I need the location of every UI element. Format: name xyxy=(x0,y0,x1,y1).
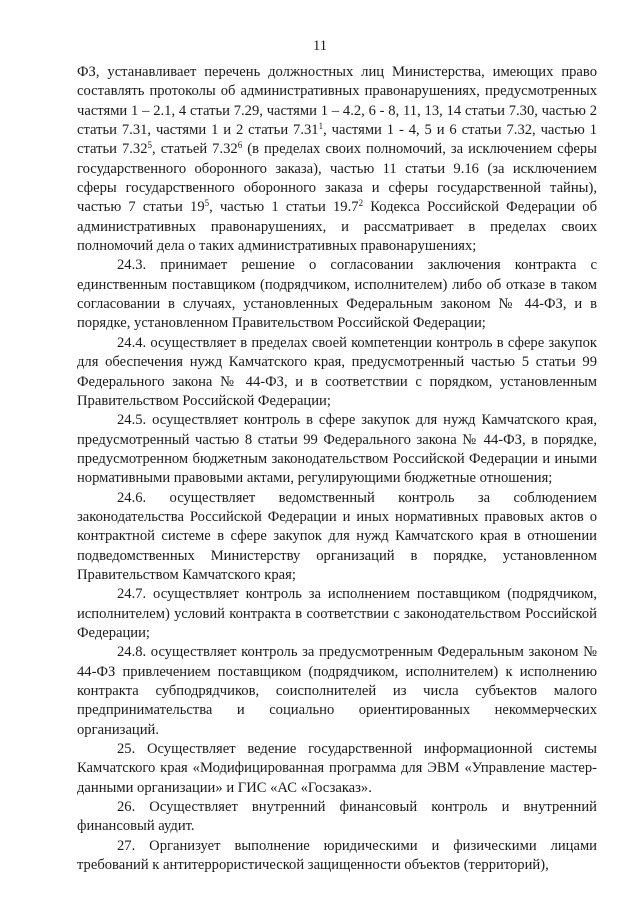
text-run: , частью 1 статьи 19.7 xyxy=(209,199,359,216)
superscript: 5 xyxy=(147,140,153,151)
superscript: 1 xyxy=(318,121,324,132)
text-run: 24.5. осуществляет контроль в сфере закупок для нужд Камчатского края, предусмотренный частью 8 статьи 99 Федерального закона № 44-ФЗ, в порядке, предусмотренном бюджетным законодательством Российской Федерации и иными нормативными правовыми актами, регулирующими бюджетные отношения; xyxy=(77,412,597,487)
page-number: 11 xyxy=(313,38,327,54)
superscript: 5 xyxy=(204,198,210,209)
text-run: 26. Осуществляет внутренний финансовый контроль и внутренний финансовый аудит. xyxy=(77,799,597,835)
paragraph-24-3 xyxy=(77,256,597,333)
paragraph-24-8 xyxy=(77,643,597,740)
text-run: 27. Организует выполнение юридическими и физическими лицами требований к антитеррористической защищенности объектов (территорий), xyxy=(77,837,597,874)
text-run: (в пределах своих полномочий, за исключением сферы государственного оборонного заказа), частью 11 статьи 9.16 (за исключением сферы государственного оборонного заказа и сферы государственной тайны), частью 7 статьи 19 xyxy=(77,141,597,216)
document-body xyxy=(77,63,597,875)
superscript: 6 xyxy=(237,140,243,151)
paragraph-27 xyxy=(77,837,597,876)
paragraph-24-4 xyxy=(77,334,597,411)
text-run: 24.3. принимает решение о согласовании заключения контракта с единственным поставщиком (подрядчиком, исполнителем) либо об отказе в таком согласовании в случаях, установленных Федеральным законом № 44-ФЗ, и в порядке, установленном Правительством Российской Федерации; xyxy=(77,257,597,332)
paragraph-24-7 xyxy=(77,585,597,643)
paragraph-cont xyxy=(77,63,597,256)
paragraph-24-6 xyxy=(77,489,597,586)
text-run: , статьей 7.32 xyxy=(152,141,238,158)
paragraph-25 xyxy=(77,740,597,798)
paragraph-26 xyxy=(77,798,597,837)
text-run: 24.4. осуществляет в пределах своей компетенции контроль в сфере закупок для обеспечения нужд Камчатского края, предусмотренный частью 5 статьи 99 Федерального закона № 44-ФЗ, и в соответствии с порядком, установленным Правительством Российской Федерации; xyxy=(77,334,597,409)
text-run: ФЗ, устанавливает перечень должностных лиц Министерства, имеющих право составлять протоколы об административных правонарушениях, предусмотренных частями 1 – 2.1, 4 статьи 7.29, частями 1 – 4.2, 6 - 8, 11, 13, 14 статьи 7.30, частью 2 статьи 7.31, частями 1 и 2 статьи 7.31 xyxy=(77,64,597,139)
text-run: Кодекса Российской Федерации об административных правонарушениях, и рассматривает в пределах своих полномочий дела о таких административных правонарушениях; xyxy=(77,199,597,255)
text-run: 24.7. осуществляет контроль за исполнением поставщиком (подрядчиком, исполнителем) условий контракта в соответствии с законодательством Российской Федерации; xyxy=(77,586,597,641)
text-run: 25. Осуществляет ведение государственной информационной системы Камчатского края «Модифицированная программа для ЭВМ «Управление мастер-данными организации» и ГИС «АС «Госзаказ». xyxy=(77,741,597,796)
text-run: 24.6. осуществляет ведомственный контроль за соблюдением законодательства Российской Федерации и иных нормативных правовых актов о контрактной системе в сфере закупок для нужд Камчатского края в отношении подведомственных Министерству организаций в порядке, установленном Правительством Камчатского края; xyxy=(77,489,597,583)
text-run: , частями 1 - 4, 5 и 6 статьи 7.32, частью 1 статьи 7.32 xyxy=(77,122,597,158)
superscript: 2 xyxy=(358,198,364,209)
text-run: 24.8. осуществляет контроль за предусмотренным Федеральным законом № 44-ФЗ привлечением поставщиком (подрядчиком, исполнителем) к исполнению контракта субподрядчиков, соисполнителей из числа субъектов малого предпринимательства и социально ориентированных некоммерческих организаций. xyxy=(77,644,597,738)
paragraph-24-5 xyxy=(77,411,597,488)
